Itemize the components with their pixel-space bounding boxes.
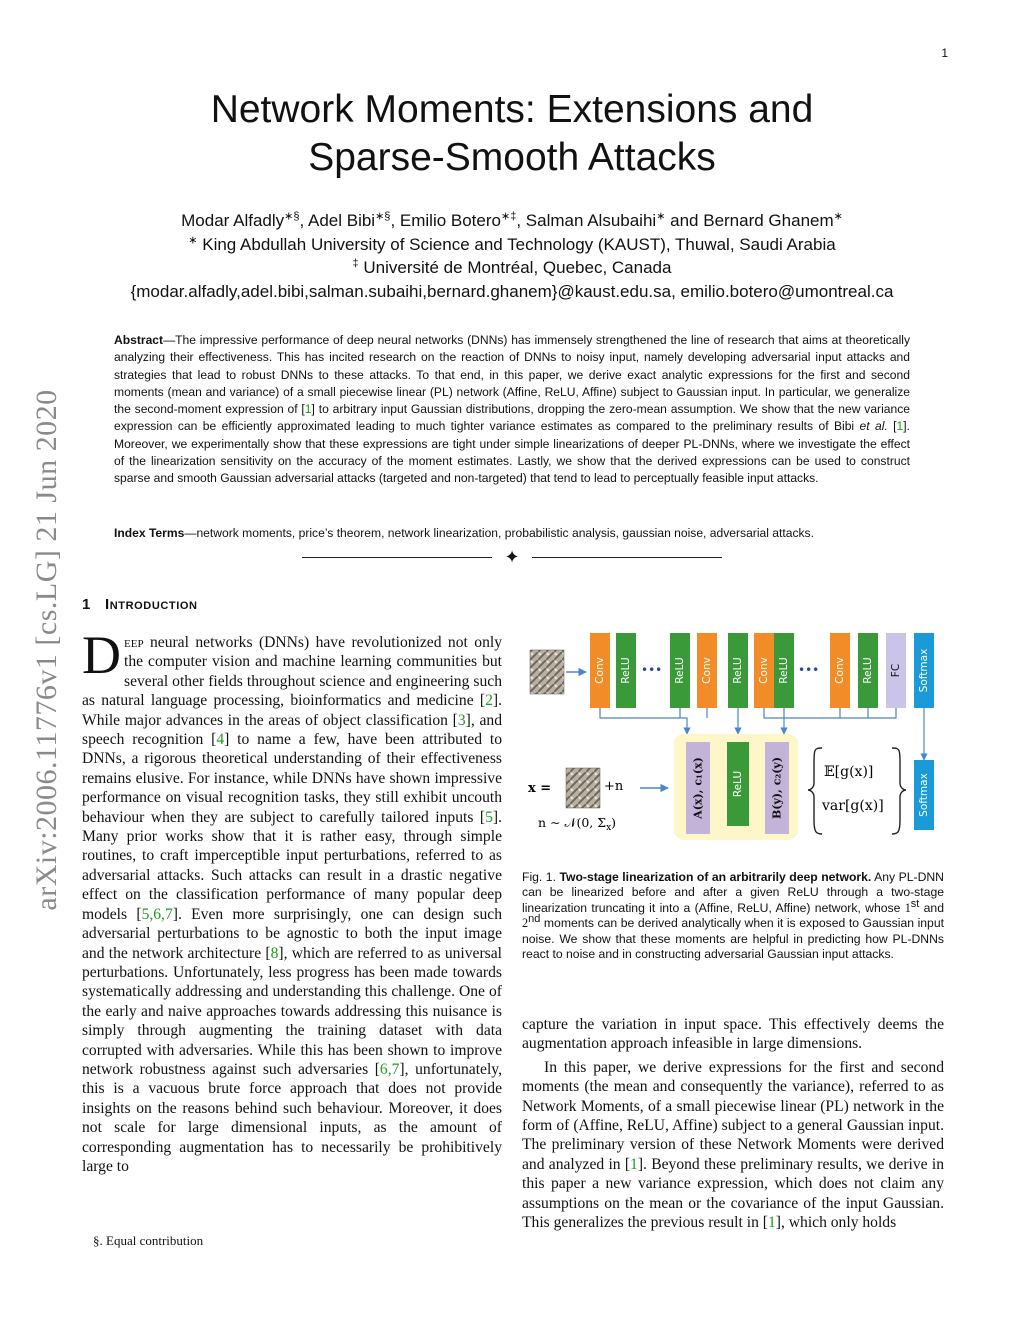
title-line-1: Network Moments: Extensions and bbox=[210, 88, 814, 131]
mean-expression: 𝔼[g(x)] bbox=[824, 764, 874, 780]
citation-link[interactable]: 2 bbox=[485, 692, 493, 710]
author-5-mark: ∗ bbox=[833, 210, 843, 223]
input-image-bottom bbox=[566, 768, 600, 808]
affiliation-kaust bbox=[60, 233, 964, 257]
noise-dist-close: ) bbox=[611, 815, 617, 830]
paper-title bbox=[150, 86, 874, 182]
caption-label: Fig. 1. bbox=[522, 870, 556, 884]
top-layer-stack bbox=[590, 633, 934, 708]
label-block-a: A(x), c₁(x) bbox=[691, 757, 705, 819]
caption-title: Two-stage linearization of an arbitrarily deep network. bbox=[559, 870, 872, 884]
arxiv-stamp: arXiv:2006.11776v1 [cs.LG] 21 Jun 2020 bbox=[30, 389, 63, 911]
index-terms-label: Index Terms bbox=[114, 526, 185, 540]
label-relu-3: ReLU bbox=[732, 657, 744, 684]
plus-noise-label: +n bbox=[604, 779, 624, 794]
intro-text: ]. Even more surprisingly, one can design such adversarial perturbations to be agnostic to both the input image and the network architecture [ bbox=[82, 905, 502, 962]
caption-st: st bbox=[910, 897, 920, 910]
abstract-text-1: —The impressive performance of deep neural networks (DNNs) has immensely strengthened the line of research that aims at theoretically analyzing their effectiveness. This has incited research on the reaction of DNNs to noisy input, namely developing adversarial input attacks and strategies that lead to robust DNNs to these attacks. To that end, in this paper, we derive exact analytic expressions for the first and second moments (mean and variance) of a small piecewise linear (PL) network (Affine, ReLU, Affine) subject to Gaussian input. In particular, we generalize the second-moment expression of [ bbox=[114, 333, 910, 417]
label-conv-4: Conv bbox=[834, 657, 846, 684]
left-brace bbox=[808, 748, 822, 834]
section-heading bbox=[82, 596, 198, 613]
intro-text: ] to name a few, have been attributed to DNNs, a rigorous theoretical understanding of their effectiveness remains elusive. For instance, while DNNs have shown impressive performance on visual recognition tasks, they still exhibit uncouth behaviour when they are subject to carefully tailored inputs [ bbox=[82, 731, 502, 826]
figure-caption bbox=[522, 870, 944, 962]
author-3: , Emilio Botero bbox=[390, 211, 501, 230]
intro-text: ], which are referred to as universal perturbations. Unfortunately, less progress has been made towards systematically addressing and understanding this challenge. One of the early and naive approaches towards addressing this nuisance is simply through augmenting the training dataset with data corrupted with adversaries. While this has been shown to improve network robustness against such adversaries [ bbox=[82, 944, 502, 1078]
variance-expression: var[g(x)] bbox=[822, 798, 884, 814]
right-text: ]. Beyond these preliminary results, we derive in this paper a new variance expression, which does not claim any assumptions on the mean or the covariance of the input Gaussian. This generalizes the previous result in [ bbox=[522, 1155, 944, 1232]
label-block-b: B(y), c₂(y) bbox=[770, 756, 784, 820]
divider-star-icon: ✦ bbox=[504, 547, 520, 567]
label-relu-5: ReLU bbox=[862, 657, 874, 684]
ellipsis-2: ••• bbox=[798, 663, 820, 677]
affiliation-kaust-text: King Abdullah University of Science and Technology (KAUST), Thuwal, Saudi Arabia bbox=[197, 235, 836, 254]
citation-link[interactable]: 1 bbox=[896, 419, 904, 434]
right-paragraph-2 bbox=[522, 1058, 944, 1233]
citation-link[interactable]: 4 bbox=[216, 731, 225, 749]
intro-text: ], and speech recognition [ bbox=[82, 711, 502, 749]
affiliation-mark-2: ‡ bbox=[352, 257, 359, 270]
input-image-top bbox=[530, 650, 564, 694]
noise-dist-sub: x bbox=[606, 823, 612, 833]
divider-rule-left bbox=[302, 557, 492, 558]
right-text: In this paper, we derive expressions for the first and second moments (the mean and consequently the variance), referred to as Network Moments, of a small piecewise linear (PL) network in the form of (Affine, ReLU, Affine) subject to a general Gaussian input. The preliminary version of these Network Moments were derived and analyzed in [ bbox=[522, 1058, 944, 1173]
caption-nd-num: 2 bbox=[522, 916, 529, 931]
affiliation-montreal bbox=[60, 256, 964, 280]
right-column-text bbox=[522, 1015, 944, 1232]
intro-text: neural networks (DNNs) have revolutionized not only the computer vision and machine learning communities but several other fields throughout science and engineering such as natural language processing, bioinformatics and medicine [ bbox=[82, 634, 502, 710]
noise-dist-text: n ∼ 𝒩(0, Σ bbox=[538, 815, 607, 830]
ellipsis-1: ••• bbox=[641, 663, 663, 677]
author-2: , Adel Bibi bbox=[299, 211, 376, 230]
index-terms-text: —network moments, price’s theorem, network linearization, probabilistic analysis, gaussian noise, adversarial attacks. bbox=[184, 526, 814, 540]
author-1-mark: ∗§ bbox=[284, 210, 300, 223]
label-conv-1: Conv bbox=[594, 657, 606, 684]
abstract-label: Abstract bbox=[114, 333, 164, 347]
label-fc: FC bbox=[890, 663, 902, 678]
citation-link[interactable]: 1 bbox=[767, 1214, 776, 1232]
caption-text: Any PL-DNN can be linearized before and after a given ReLU through a two-stage linearization truncating it into a (Affine, ReLU, Affine) network, whose bbox=[522, 870, 944, 915]
caption-text: and bbox=[919, 900, 944, 915]
intro-text: ], unfortunately, this is a vacuous brute force approach that does not provide insights on the reasons behind such behaviour. Moreover, it does not scale for large dimensional inputs, as the amount of corresponding augmentation has to necessarily be prohibitively large to bbox=[82, 1060, 502, 1175]
label-conv-2: Conv bbox=[701, 657, 713, 684]
label-conv-3: Conv bbox=[758, 657, 770, 684]
noise-distribution bbox=[538, 815, 616, 833]
index-terms bbox=[114, 525, 910, 542]
right-paragraph-1: capture the variation in input space. This effectively deems the augmentation approach infeasible in large dimensions. bbox=[522, 1016, 944, 1053]
label-block-relu: ReLU bbox=[732, 770, 744, 798]
abstract-etal: et al. bbox=[859, 419, 888, 434]
footnote: §. Equal contribution bbox=[93, 1233, 204, 1248]
abstract-text-3: [ bbox=[887, 419, 897, 434]
right-brace bbox=[892, 748, 906, 834]
affiliation-montreal-text: Université de Montréal, Quebec, Canada bbox=[358, 258, 672, 277]
author-2-mark: ∗§ bbox=[375, 210, 391, 223]
abstract-text-4: ]. Moreover, we experimentally show that these expressions are tight under simple linearizations of deeper PL-DNNs, where we investigate the effect of the linearization sensitivity on the accuracy of the moment estimates. Lastly, we show that the derived expressions can be used to construct sparse and smooth Gaussian adversarial attacks (targeted and non-targeted) that tend to lead to perceptually feasible input attacks. bbox=[114, 419, 910, 486]
citation-link[interactable]: 3 bbox=[457, 711, 466, 729]
divider-rule-right bbox=[532, 557, 722, 558]
citation-link[interactable]: 5,6,7 bbox=[141, 905, 173, 923]
right-text: ], which only holds bbox=[775, 1214, 897, 1232]
author-4-mark: ∗ bbox=[656, 210, 666, 223]
author-list bbox=[60, 209, 964, 233]
label-relu-4: ReLU bbox=[778, 657, 790, 684]
author-1: Modar Alfadly bbox=[181, 211, 285, 230]
intro-paragraph bbox=[82, 625, 502, 1176]
affiliation-mark-1: ∗ bbox=[188, 234, 198, 247]
title-line-2: Sparse-Smooth Attacks bbox=[308, 136, 716, 179]
citation-link[interactable]: 8 bbox=[270, 944, 279, 962]
section-number: 1 bbox=[82, 596, 91, 613]
caption-st-num: 1 bbox=[904, 900, 911, 915]
figure-1-diagram bbox=[522, 628, 946, 858]
abstract bbox=[114, 332, 910, 488]
intro-smallcaps: eep bbox=[124, 634, 144, 651]
label-softmax: Softmax bbox=[918, 648, 930, 693]
dropcap-letter: D bbox=[82, 625, 121, 685]
caption-nd: nd bbox=[528, 913, 541, 926]
abstract-text-2: ] to arbitrary input Gaussian distributions, dropping the zero-mean assumption. We show that the new variance expression can be efficiently approximated leading to much tighter variance estimates as compared to the preliminary results of Bibi bbox=[114, 402, 910, 434]
intro-text: ]. Many prior works show that it is rather easy, through simple routines, to craft imperceptible input perturbations, referred to as adversarial attacks. Such attacks can result in a drastic negative effect on the classification performance of many popular deep models [ bbox=[82, 808, 502, 923]
input-x-label: x = bbox=[528, 781, 552, 796]
citation-link[interactable]: 1 bbox=[630, 1155, 638, 1173]
citation-link[interactable]: 1 bbox=[304, 402, 312, 417]
author-5: and Bernard Ghanem bbox=[665, 211, 834, 230]
author-emails: {modar.alfadly,adel.bibi,salman.subaihi,bernard.ghanem}@kaust.edu.sa, emilio.botero@umontreal.ca bbox=[130, 282, 894, 301]
author-3-mark: ∗‡ bbox=[500, 210, 517, 223]
page-number: 1 bbox=[941, 46, 948, 60]
citation-link[interactable]: 6,7 bbox=[379, 1060, 400, 1078]
author-4: , Salman Alsubaihi bbox=[516, 211, 657, 230]
intro-text: ]. While major advances in the areas of object classification [ bbox=[82, 692, 502, 729]
caption-text: moments can be derived analytically when it is exposed to Gaussian input noise. We show that these moments are helpful in predicting how PL-DNNs react to noise and in constructing adversarial Gaussian input attacks. bbox=[522, 916, 944, 962]
label-relu-1: ReLU bbox=[620, 657, 632, 684]
label-relu-2: ReLU bbox=[674, 657, 686, 684]
label-output-softmax: Softmax bbox=[918, 773, 930, 817]
citation-link[interactable]: 5 bbox=[485, 808, 493, 826]
section-title: Introduction bbox=[104, 596, 198, 613]
